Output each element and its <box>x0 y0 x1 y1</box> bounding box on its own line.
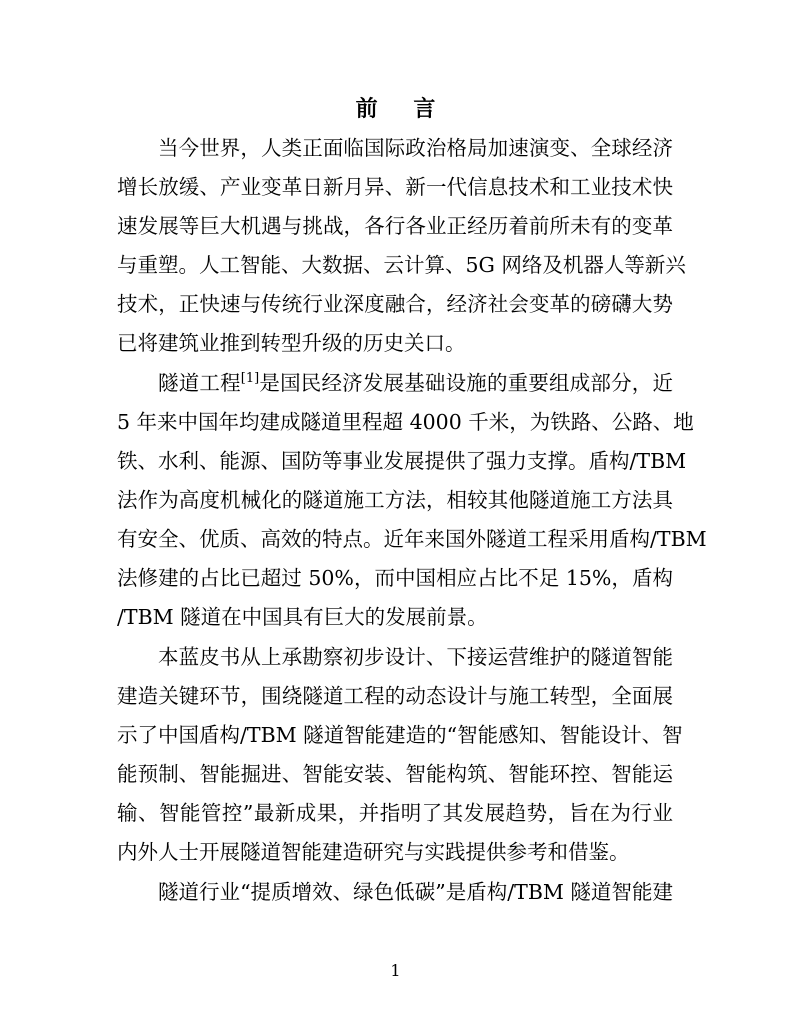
text-line: /TBM 隧道在中国具有巨大的发展前景。 <box>117 605 488 629</box>
text-line: 能预制、智能掘进、智能安装、智能构筑、智能环控、智能运 <box>117 762 673 786</box>
text-line: 铁、水利、能源、国防等事业发展提供了强力支撑。盾构/TBM <box>117 449 687 473</box>
text-line: 5 年来中国年均建成隧道里程超 4000 千米，为铁路、公路、地 <box>117 410 694 434</box>
text-line: 法作为高度机械化的隧道施工方法，相较其他隧道施工方法具 <box>117 488 673 512</box>
text-line: 速发展等巨大机遇与挑战，各行各业正经历着前所未有的变革 <box>117 214 673 238</box>
text-line: 与重塑。人工智能、大数据、云计算、5G 网络及机器人等新兴 <box>117 253 686 277</box>
text-line: 内外人士开展隧道智能建造研究与实践提供参考和借鉴。 <box>117 840 630 864</box>
text-line: 隧道行业“提质增效、绿色低碳”是盾构/TBM 隧道智能建 <box>158 880 673 904</box>
text-line: 已将建筑业推到转型升级的历史关口。 <box>117 331 466 355</box>
text-line: 本蓝皮书从上承勘察初步设计、下接运营维护的隧道智能 <box>158 645 673 669</box>
text-line: 隧道工程[1]是国民经济发展基础设施的重要组成部分，近 <box>158 371 674 395</box>
citation-marker: [1] <box>240 371 260 387</box>
text-line: 有安全、优质、高效的特点。近年来国外隧道工程采用盾构/TBM <box>117 527 707 551</box>
page-title: 前 言 <box>355 96 450 122</box>
text-line: 当今世界，人类正面临国际政治格局加速演变、全球经济 <box>158 136 673 160</box>
page-number: 1 <box>390 961 401 980</box>
text-line: 建造关键环节，围绕隧道工程的动态设计与施工转型，全面展 <box>117 684 673 708</box>
text-line: 法修建的占比已超过 50%，而中国相应占比不足 15%，盾构 <box>117 566 673 590</box>
text-line: 示了中国盾构/TBM 隧道智能建造的“智能感知、智能设计、智 <box>117 723 683 747</box>
text-line: 输、智能管控”最新成果，并指明了其发展趋势，旨在为行业 <box>117 801 673 825</box>
text-line: 技术，正快速与传统行业深度融合，经济社会变革的磅礴大势 <box>117 292 673 316</box>
text-line: 增长放缓、产业变革日新月异、新一代信息技术和工业技术快 <box>117 175 673 199</box>
